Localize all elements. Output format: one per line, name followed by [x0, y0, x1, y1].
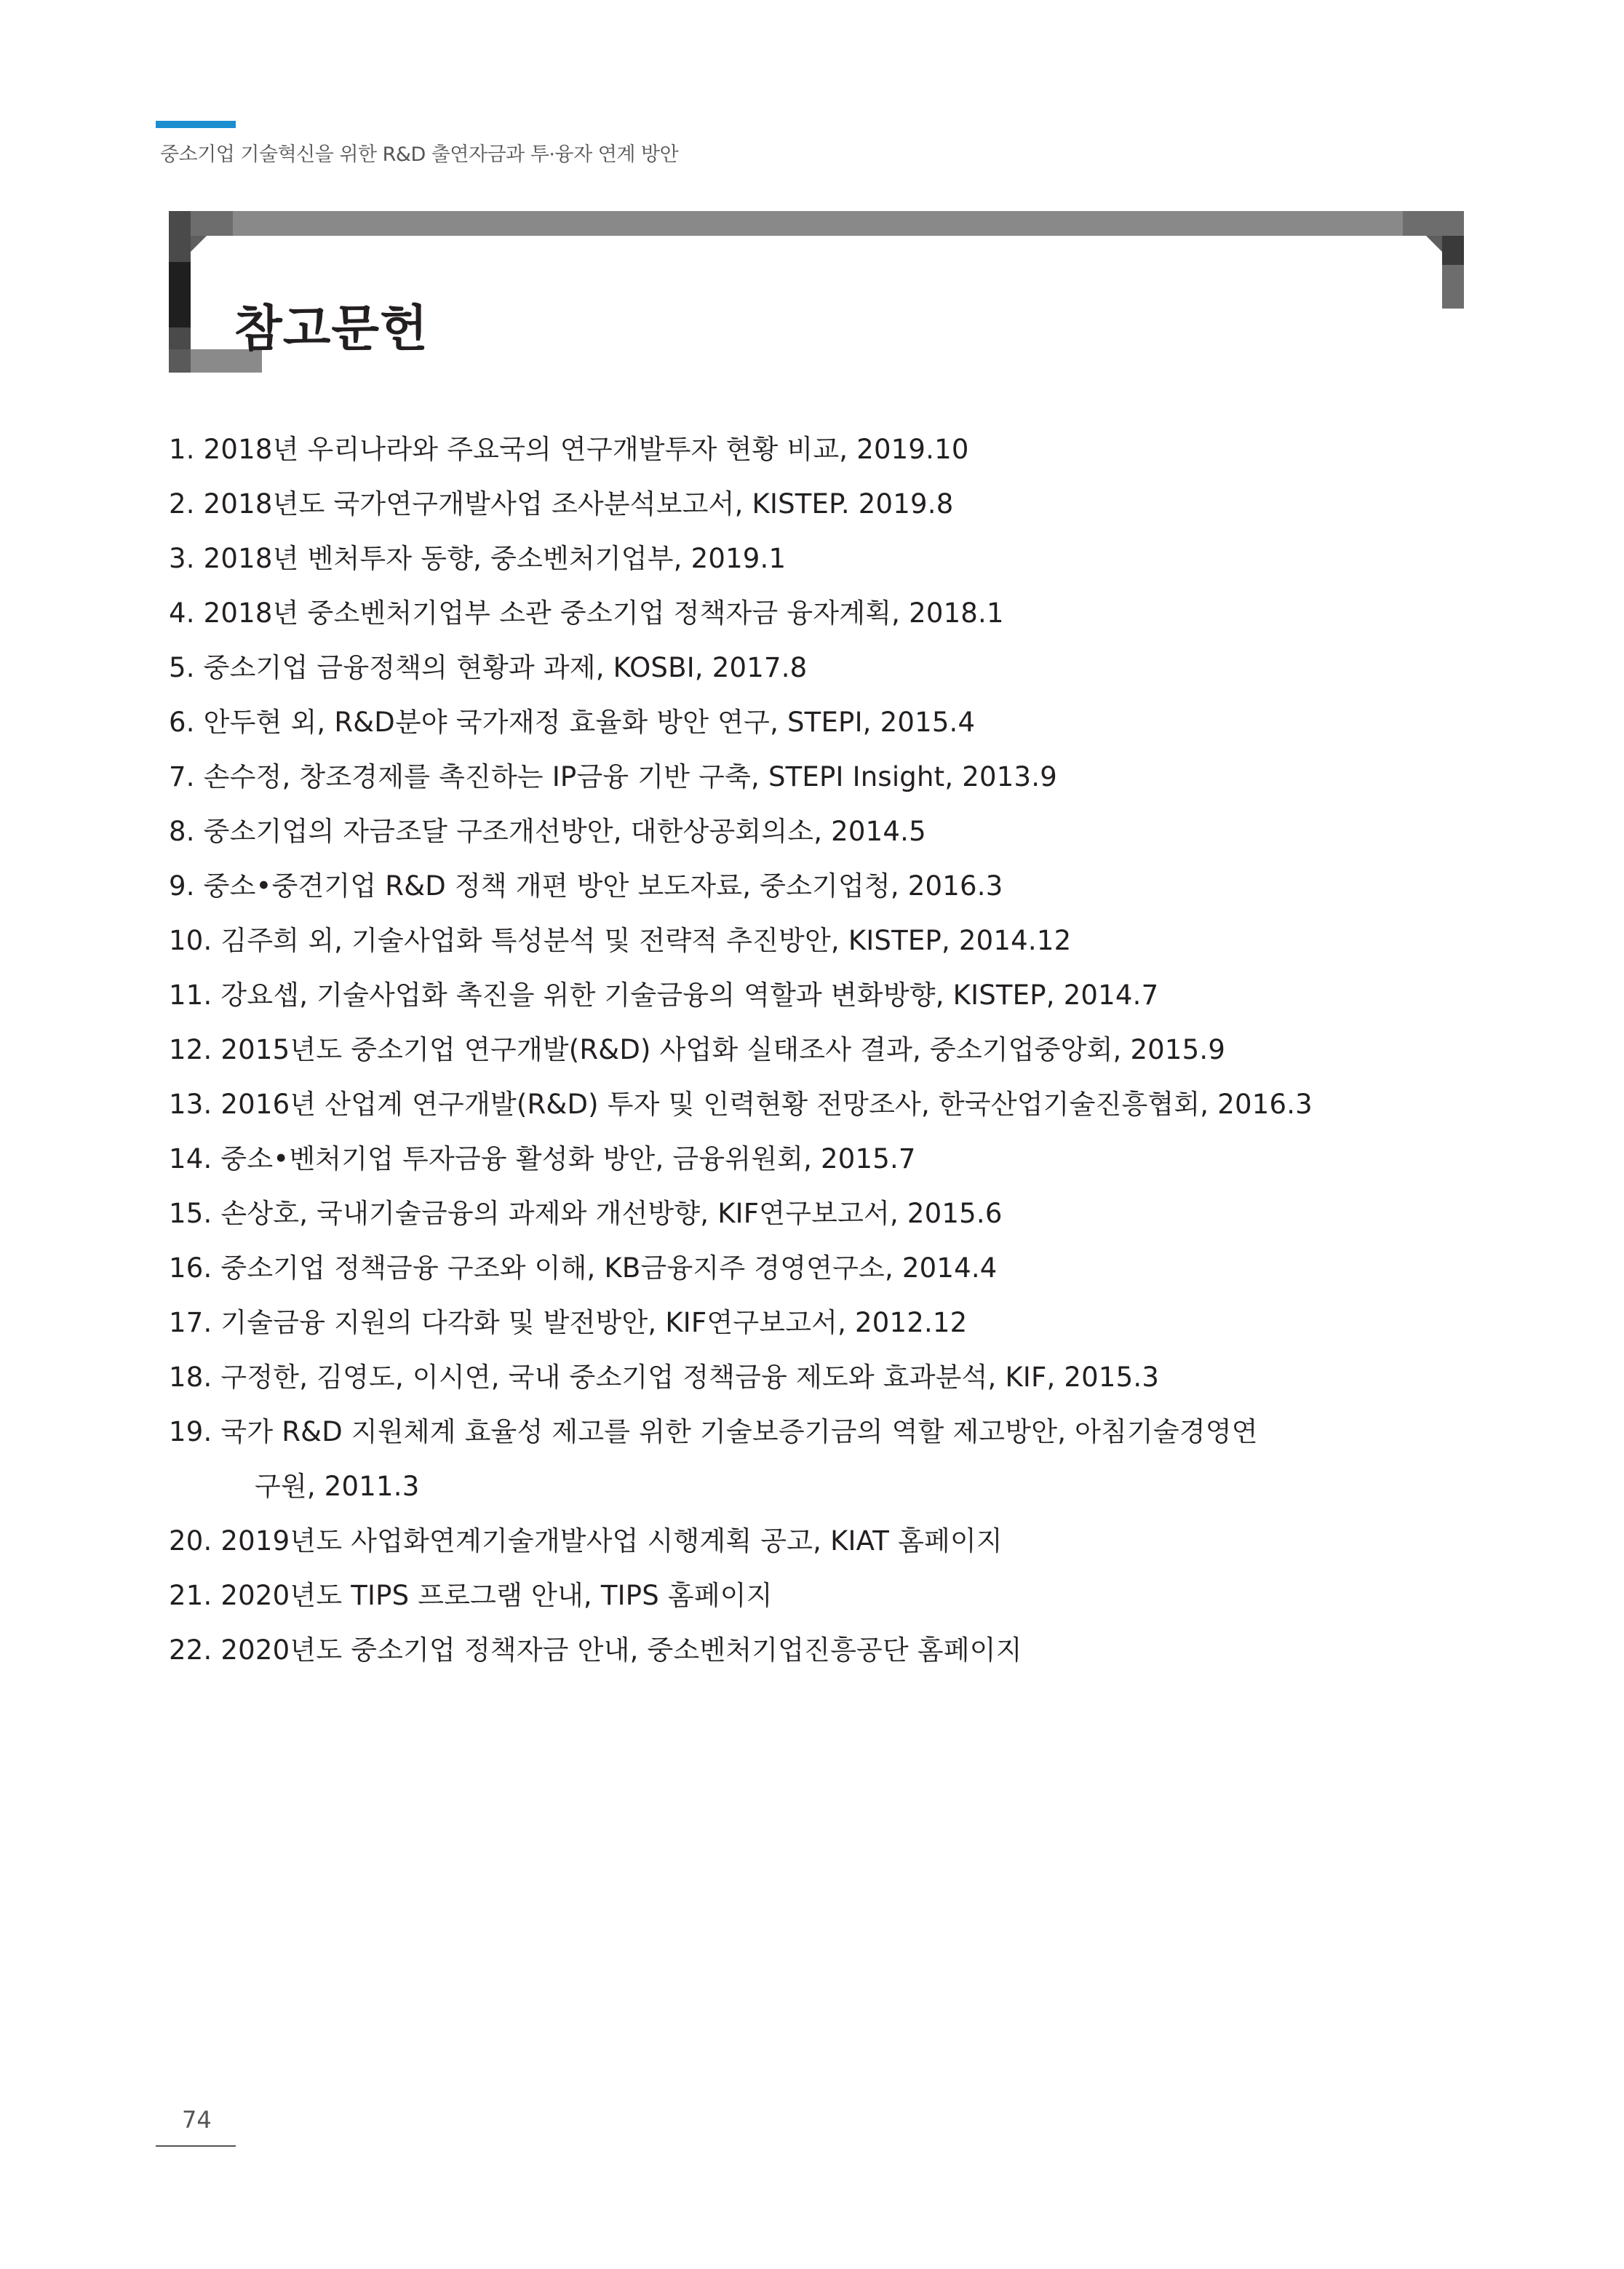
- page-title: 참고문헌: [234, 300, 429, 358]
- reference-text: 기술금융 지원의 다각화 및 발전방안, KIF연구보고서, 2012.12: [220, 1307, 968, 1338]
- reference-item: [169, 1623, 1478, 1677]
- reference-text: 손상호, 국내기술금융의 과제와 개선방향, KIF연구보고서, 2015.6: [220, 1198, 1003, 1229]
- reference-number: 7.: [169, 761, 195, 792]
- reference-text: 2015년도 중소기업 연구개발(R&D) 사업화 실태조사 결과, 중소기업중앙회, 2015.9: [220, 1034, 1226, 1065]
- reference-text: 2020년도 TIPS 프로그램 안내, TIPS 홈페이지: [220, 1580, 773, 1611]
- reference-list: [169, 422, 1478, 1677]
- reference-number: 5.: [169, 652, 195, 683]
- reference-item: [169, 1295, 1478, 1350]
- reference-item: [169, 1350, 1478, 1404]
- reference-item: [169, 1132, 1478, 1186]
- footer-rule: [156, 2145, 236, 2147]
- reference-number: 1.: [169, 434, 195, 465]
- reference-text: 2018년도 국가연구개발사업 조사분석보고서, KISTEP. 2019.8: [203, 488, 954, 520]
- reference-number: 14.: [169, 1143, 212, 1175]
- reference-text: 안두현 외, R&D분야 국가재정 효율화 방안 연구, STEPI, 2015.4: [203, 707, 976, 738]
- reference-text: 손수정, 창조경제를 촉진하는 IP금융 기반 구축, STEPI Insight, 2013.9: [203, 761, 1057, 792]
- reference-item: [169, 1568, 1478, 1623]
- reference-text: 중소기업 정책금융 구조와 이해, KB금융지주 경영연구소, 2014.4: [220, 1252, 998, 1284]
- reference-text: 국가 R&D 지원체계 효율성 제고를 위한 기술보증기금의 역할 제고방안, 아침기술경영연: [220, 1416, 1258, 1447]
- reference-number: 4.: [169, 597, 195, 629]
- running-header: 중소기업 기술혁신을 위한 R&D 출연자금과 투·융자 연계 방안: [160, 143, 679, 166]
- title-frame-left-bevel: [191, 236, 207, 252]
- reference-number: 22.: [169, 1634, 212, 1666]
- reference-number: 16.: [169, 1252, 212, 1284]
- reference-number: 12.: [169, 1034, 212, 1065]
- reference-text: 중소•벤처기업 투자금융 활성화 방안, 금융위원회, 2015.7: [220, 1143, 916, 1175]
- reference-number: 11.: [169, 979, 212, 1011]
- reference-text: 중소기업의 자금조달 구조개선방안, 대한상공회의소, 2014.5: [203, 816, 926, 847]
- reference-item: [169, 1022, 1478, 1077]
- reference-number: 18.: [169, 1362, 212, 1393]
- reference-number: 13.: [169, 1089, 212, 1120]
- reference-number: 10.: [169, 925, 212, 956]
- reference-number: 15.: [169, 1198, 212, 1229]
- reference-number: 6.: [169, 707, 195, 738]
- title-frame-bottom-stub-shade: [169, 349, 191, 373]
- reference-number: 2.: [169, 488, 195, 520]
- reference-text: 2018년 벤처투자 동향, 중소벤처기업부, 2019.1: [203, 543, 787, 574]
- reference-number: 9.: [169, 870, 195, 902]
- reference-item: [169, 804, 1478, 859]
- reference-item: [169, 1514, 1478, 1568]
- reference-number: 17.: [169, 1307, 212, 1338]
- title-frame-right-bevel: [1426, 236, 1442, 252]
- reference-text: 강요셉, 기술사업화 촉진을 위한 기술금융의 역할과 변화방향, KISTEP, 2014.7: [220, 979, 1159, 1011]
- reference-text: 2019년도 사업화연계기술개발사업 시행계획 공고, KIAT 홈페이지: [220, 1525, 1003, 1557]
- reference-item: [169, 750, 1478, 804]
- reference-item: [169, 586, 1478, 640]
- reference-number: 20.: [169, 1525, 212, 1557]
- reference-number: 21.: [169, 1580, 212, 1611]
- reference-text: 김주희 외, 기술사업화 특성분석 및 전략적 추진방안, KISTEP, 2014.12: [220, 925, 1072, 956]
- reference-item: [169, 531, 1478, 586]
- reference-number: 8.: [169, 816, 195, 847]
- header-accent-bar: [156, 121, 236, 128]
- title-frame-left-post-shade: [169, 262, 191, 327]
- title-frame-right-post-shade: [1442, 236, 1464, 265]
- reference-item: [169, 1404, 1478, 1459]
- reference-number: 3.: [169, 543, 195, 574]
- reference-item: [169, 1241, 1478, 1295]
- reference-number: 19.: [169, 1416, 212, 1447]
- reference-text: 중소기업 금융정책의 현황과 과제, KOSBI, 2017.8: [203, 652, 808, 683]
- page-number: 74: [182, 2106, 212, 2134]
- reference-item: [169, 1077, 1478, 1132]
- reference-item: [169, 422, 1478, 477]
- reference-text: 2016년 산업계 연구개발(R&D) 투자 및 인력현황 전망조사, 한국산업기술진흥협회, 2016.3: [220, 1089, 1313, 1120]
- reference-text: 2020년도 중소기업 정책자금 안내, 중소벤처기업진흥공단 홈페이지: [220, 1634, 1022, 1666]
- reference-item: [169, 859, 1478, 913]
- reference-continuation: 구원, 2011.3: [255, 1471, 420, 1502]
- reference-item: [169, 477, 1478, 531]
- title-frame-top-bar: [169, 211, 1464, 236]
- reference-item: [169, 1186, 1478, 1241]
- reference-item: [169, 913, 1478, 968]
- reference-item: [169, 695, 1478, 750]
- reference-text: 구정한, 김영도, 이시연, 국내 중소기업 정책금융 제도와 효과분석, KIF, 2015.3: [220, 1362, 1160, 1393]
- reference-text: 2018년 우리나라와 주요국의 연구개발투자 현황 비교, 2019.10: [203, 434, 969, 465]
- reference-item: [169, 968, 1478, 1022]
- reference-item: [169, 640, 1478, 695]
- reference-text: 2018년 중소벤처기업부 소관 중소기업 정책자금 융자계획, 2018.1: [203, 597, 1004, 629]
- reference-text: 중소•중견기업 R&D 정책 개편 방안 보도자료, 중소기업청, 2016.3: [203, 870, 1003, 902]
